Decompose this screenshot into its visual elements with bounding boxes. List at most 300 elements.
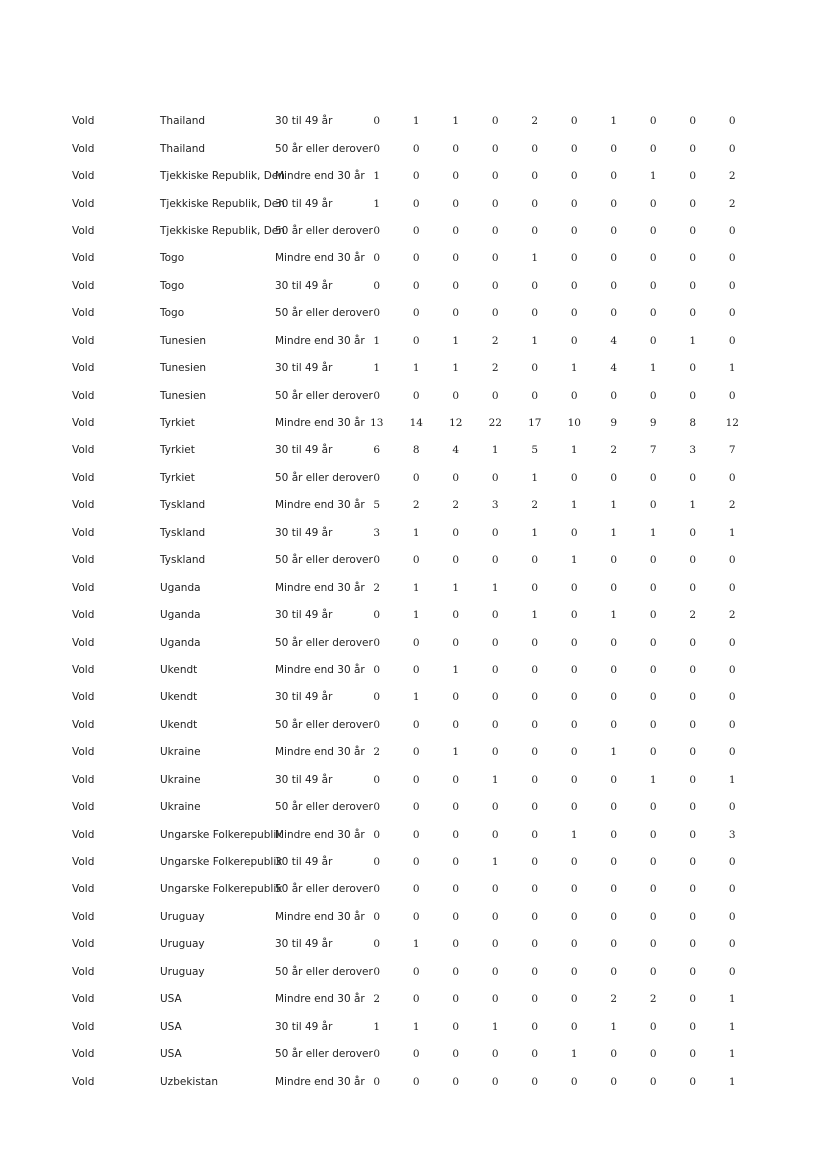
value-cell: 0: [531, 1020, 539, 1033]
value-cell: 0: [412, 252, 420, 265]
offense-type-cell: Vold: [72, 965, 95, 978]
value-cell: 0: [728, 746, 736, 759]
value-cell: 2: [728, 609, 736, 622]
value-cell: 0: [570, 224, 578, 237]
value-cell: 0: [689, 197, 697, 210]
value-cell: 8: [689, 417, 697, 430]
value-cell: 0: [452, 691, 460, 704]
value-cell: 0: [531, 279, 539, 292]
value-cell: 0: [570, 170, 578, 183]
value-cell: 1: [412, 581, 420, 594]
value-cell: 1: [412, 526, 420, 539]
value-cell: 1: [373, 170, 381, 183]
offense-type-cell: Vold: [72, 334, 95, 347]
value-cell: 1: [728, 773, 736, 786]
table-row: [72, 547, 752, 574]
age-group-cell: 30 til 49 år: [275, 938, 333, 951]
value-cell: 1: [610, 115, 618, 128]
value-cell: 0: [689, 362, 697, 375]
value-cell: 0: [570, 636, 578, 649]
offense-type-cell: Vold: [72, 170, 95, 183]
offense-type-cell: Vold: [72, 526, 95, 539]
value-cell: 0: [491, 883, 499, 896]
country-cell: Tyrkiet: [160, 444, 195, 457]
value-cell: 0: [373, 883, 381, 896]
value-cell: 1: [412, 115, 420, 128]
value-cell: 0: [373, 471, 381, 484]
value-cell: 1: [373, 1020, 381, 1033]
country-cell: Tunesien: [160, 362, 207, 375]
country-cell: Tyskland: [160, 554, 206, 567]
value-cell: 0: [412, 910, 420, 923]
value-cell: 0: [452, 801, 460, 814]
table-row: [72, 382, 752, 409]
value-cell: 0: [373, 1048, 381, 1061]
value-cell: 0: [728, 910, 736, 923]
value-cell: 0: [610, 1075, 618, 1088]
country-cell: USA: [160, 993, 182, 1006]
value-cell: 0: [728, 801, 736, 814]
country-cell: Tjekkiske Republik, Den: [160, 197, 285, 210]
value-cell: 0: [689, 1075, 697, 1088]
value-cell: 0: [728, 718, 736, 731]
value-cell: 1: [531, 334, 539, 347]
value-cell: 4: [610, 334, 618, 347]
value-cell: 0: [689, 883, 697, 896]
offense-type-cell: Vold: [72, 828, 95, 841]
value-cell: 0: [610, 1048, 618, 1061]
value-cell: 0: [412, 965, 420, 978]
value-cell: 0: [649, 965, 657, 978]
value-cell: 0: [610, 773, 618, 786]
value-cell: 0: [570, 965, 578, 978]
value-cell: 2: [531, 499, 539, 512]
value-cell: 0: [649, 307, 657, 320]
value-cell: 0: [649, 718, 657, 731]
offense-type-cell: Vold: [72, 554, 95, 567]
value-cell: 1: [649, 170, 657, 183]
value-cell: 1: [649, 526, 657, 539]
country-cell: Ukraine: [160, 801, 201, 814]
value-cell: 0: [610, 224, 618, 237]
value-cell: 0: [531, 746, 539, 759]
offense-type-cell: Vold: [72, 636, 95, 649]
age-group-cell: 50 år eller derover: [275, 389, 373, 402]
value-cell: 0: [570, 142, 578, 155]
value-cell: 0: [491, 1075, 499, 1088]
value-cell: 0: [728, 856, 736, 869]
offense-type-cell: Vold: [72, 581, 95, 594]
value-cell: 0: [570, 663, 578, 676]
value-cell: 0: [570, 197, 578, 210]
table-row: [72, 465, 752, 492]
value-cell: 0: [610, 938, 618, 951]
value-cell: 0: [531, 142, 539, 155]
value-cell: 0: [491, 526, 499, 539]
country-cell: Togo: [160, 279, 185, 292]
value-cell: 0: [649, 636, 657, 649]
value-cell: 1: [570, 362, 578, 375]
value-cell: 12: [725, 417, 739, 430]
value-cell: 2: [689, 609, 697, 622]
age-group-cell: 50 år eller derover: [275, 554, 373, 567]
table-row: [72, 602, 752, 629]
value-cell: 0: [491, 965, 499, 978]
age-group-cell: 30 til 49 år: [275, 197, 333, 210]
value-cell: 1: [491, 856, 499, 869]
value-cell: 1: [649, 773, 657, 786]
value-cell: 0: [689, 773, 697, 786]
offense-type-cell: Vold: [72, 307, 95, 320]
value-cell: 0: [373, 307, 381, 320]
value-cell: 1: [610, 1020, 618, 1033]
offense-type-cell: Vold: [72, 1075, 95, 1088]
value-cell: 0: [452, 471, 460, 484]
country-cell: Ungarske Folkerepublik: [160, 883, 283, 896]
value-cell: 0: [452, 636, 460, 649]
age-group-cell: 50 år eller derover: [275, 718, 373, 731]
value-cell: 5: [531, 444, 539, 457]
offense-type-cell: Vold: [72, 115, 95, 128]
value-cell: 1: [531, 609, 539, 622]
value-cell: 0: [649, 471, 657, 484]
offense-type-cell: Vold: [72, 444, 95, 457]
value-cell: 0: [412, 718, 420, 731]
value-cell: 2: [610, 444, 618, 457]
value-cell: 0: [649, 1075, 657, 1088]
value-cell: 0: [689, 965, 697, 978]
value-cell: 0: [373, 663, 381, 676]
age-group-cell: 50 år eller derover: [275, 636, 373, 649]
value-cell: 0: [689, 554, 697, 567]
value-cell: 3: [689, 444, 697, 457]
value-cell: 0: [531, 554, 539, 567]
table-row: [72, 355, 752, 382]
value-cell: 1: [610, 609, 618, 622]
table-row: [72, 273, 752, 300]
value-cell: 2: [728, 499, 736, 512]
age-group-cell: 30 til 49 år: [275, 856, 333, 869]
value-cell: 0: [689, 746, 697, 759]
offense-type-cell: Vold: [72, 417, 95, 430]
value-cell: 0: [373, 773, 381, 786]
value-cell: 0: [491, 554, 499, 567]
country-cell: Togo: [160, 252, 185, 265]
value-cell: 2: [373, 993, 381, 1006]
value-cell: 0: [728, 636, 736, 649]
value-cell: 0: [412, 142, 420, 155]
value-cell: 0: [570, 883, 578, 896]
value-cell: 0: [689, 910, 697, 923]
value-cell: 0: [610, 718, 618, 731]
value-cell: 0: [373, 389, 381, 402]
value-cell: 0: [689, 691, 697, 704]
offense-type-cell: Vold: [72, 938, 95, 951]
offense-type-cell: Vold: [72, 197, 95, 210]
value-cell: 3: [373, 526, 381, 539]
value-cell: 0: [649, 115, 657, 128]
age-group-cell: 30 til 49 år: [275, 279, 333, 292]
value-cell: 1: [728, 1075, 736, 1088]
country-cell: Uruguay: [160, 910, 205, 923]
value-cell: 0: [570, 279, 578, 292]
country-cell: Tyskland: [160, 526, 206, 539]
value-cell: 4: [610, 362, 618, 375]
value-cell: 0: [412, 554, 420, 567]
value-cell: 22: [488, 417, 502, 430]
value-cell: 3: [728, 828, 736, 841]
value-cell: 0: [649, 389, 657, 402]
value-cell: 0: [570, 1075, 578, 1088]
value-cell: 0: [412, 1075, 420, 1088]
value-cell: 0: [570, 691, 578, 704]
value-cell: 0: [412, 773, 420, 786]
value-cell: 9: [610, 417, 618, 430]
value-cell: 0: [373, 1075, 381, 1088]
value-cell: 0: [689, 170, 697, 183]
value-cell: 0: [689, 938, 697, 951]
value-cell: 0: [610, 883, 618, 896]
value-cell: 1: [412, 362, 420, 375]
value-cell: 0: [689, 279, 697, 292]
age-group-cell: 50 år eller derover: [275, 965, 373, 978]
age-group-cell: 50 år eller derover: [275, 883, 373, 896]
age-group-cell: 30 til 49 år: [275, 526, 333, 539]
value-cell: 0: [373, 910, 381, 923]
value-cell: 1: [570, 499, 578, 512]
value-cell: 0: [610, 389, 618, 402]
value-cell: 1: [610, 526, 618, 539]
offense-type-cell: Vold: [72, 691, 95, 704]
country-cell: Tyrkiet: [160, 417, 195, 430]
age-group-cell: Mindre end 30 år: [275, 499, 365, 512]
value-cell: 0: [373, 718, 381, 731]
value-cell: 0: [689, 718, 697, 731]
value-cell: 0: [412, 471, 420, 484]
value-cell: 1: [689, 334, 697, 347]
value-cell: 1: [373, 362, 381, 375]
country-cell: Uruguay: [160, 938, 205, 951]
value-cell: 0: [610, 471, 618, 484]
value-cell: 0: [728, 334, 736, 347]
value-cell: 0: [491, 691, 499, 704]
table-row: [72, 328, 752, 355]
value-cell: 0: [452, 389, 460, 402]
table-row: [72, 876, 752, 903]
value-cell: 0: [373, 609, 381, 622]
value-cell: 0: [689, 581, 697, 594]
value-cell: 0: [412, 170, 420, 183]
value-cell: 0: [412, 828, 420, 841]
value-cell: 0: [373, 554, 381, 567]
value-cell: 7: [728, 444, 736, 457]
table-row: [72, 1068, 752, 1095]
value-cell: 1: [728, 362, 736, 375]
table-row: [72, 657, 752, 684]
value-cell: 0: [531, 197, 539, 210]
value-cell: 0: [689, 526, 697, 539]
value-cell: 0: [610, 554, 618, 567]
value-cell: 1: [570, 828, 578, 841]
country-cell: Togo: [160, 307, 185, 320]
table-row: [72, 767, 752, 794]
value-cell: 0: [689, 142, 697, 155]
country-cell: Ungarske Folkerepublik: [160, 828, 283, 841]
value-cell: 0: [452, 718, 460, 731]
value-cell: 0: [491, 279, 499, 292]
value-cell: 0: [412, 993, 420, 1006]
value-cell: 0: [610, 636, 618, 649]
value-cell: 2: [610, 993, 618, 1006]
value-cell: 1: [728, 526, 736, 539]
value-cell: 0: [452, 554, 460, 567]
value-cell: 0: [452, 1020, 460, 1033]
value-cell: 0: [570, 609, 578, 622]
value-cell: 0: [531, 636, 539, 649]
value-cell: 0: [531, 389, 539, 402]
value-cell: 1: [689, 499, 697, 512]
table-row: [72, 135, 752, 162]
value-cell: 0: [689, 389, 697, 402]
value-cell: 0: [649, 252, 657, 265]
value-cell: 0: [649, 691, 657, 704]
table-row: [72, 218, 752, 245]
value-cell: 0: [531, 1075, 539, 1088]
age-group-cell: 30 til 49 år: [275, 115, 333, 128]
value-cell: 0: [491, 746, 499, 759]
value-cell: 0: [531, 801, 539, 814]
country-cell: Uruguay: [160, 965, 205, 978]
country-cell: Uganda: [160, 581, 201, 594]
value-cell: 0: [531, 938, 539, 951]
offense-type-cell: Vold: [72, 773, 95, 786]
value-cell: 0: [570, 1020, 578, 1033]
age-group-cell: Mindre end 30 år: [275, 334, 365, 347]
value-cell: 0: [649, 499, 657, 512]
value-cell: 0: [610, 801, 618, 814]
value-cell: 0: [412, 663, 420, 676]
value-cell: 0: [689, 1020, 697, 1033]
value-cell: 0: [689, 252, 697, 265]
value-cell: 1: [570, 444, 578, 457]
value-cell: 0: [373, 938, 381, 951]
value-cell: 0: [610, 691, 618, 704]
value-cell: 0: [570, 526, 578, 539]
value-cell: 0: [689, 636, 697, 649]
table-row: [72, 849, 752, 876]
value-cell: 1: [570, 554, 578, 567]
value-cell: 0: [491, 828, 499, 841]
country-cell: Tjekkiske Republik, Den: [160, 170, 285, 183]
value-cell: 2: [728, 170, 736, 183]
value-cell: 0: [452, 883, 460, 896]
value-cell: 0: [373, 224, 381, 237]
value-cell: 0: [689, 801, 697, 814]
value-cell: 1: [491, 1020, 499, 1033]
country-cell: Tjekkiske Republik, Den: [160, 224, 285, 237]
offense-type-cell: Vold: [72, 499, 95, 512]
value-cell: 0: [412, 197, 420, 210]
offense-type-cell: Vold: [72, 718, 95, 731]
table-row: [72, 190, 752, 217]
value-cell: 0: [373, 828, 381, 841]
value-cell: 0: [610, 142, 618, 155]
age-group-cell: 50 år eller derover: [275, 1048, 373, 1061]
value-cell: 0: [491, 636, 499, 649]
value-cell: 0: [610, 197, 618, 210]
value-cell: 0: [649, 828, 657, 841]
value-cell: 0: [649, 910, 657, 923]
value-cell: 0: [491, 1048, 499, 1061]
table-row: [72, 437, 752, 464]
value-cell: 0: [531, 828, 539, 841]
offense-type-cell: Vold: [72, 471, 95, 484]
offense-type-cell: Vold: [72, 856, 95, 869]
age-group-cell: 50 år eller derover: [275, 801, 373, 814]
value-cell: 0: [531, 718, 539, 731]
country-cell: Tyrkiet: [160, 471, 195, 484]
value-cell: 0: [649, 581, 657, 594]
value-cell: 0: [649, 746, 657, 759]
country-cell: Thailand: [160, 142, 206, 155]
value-cell: 0: [373, 115, 381, 128]
value-cell: 0: [491, 197, 499, 210]
value-cell: 0: [689, 307, 697, 320]
offense-type-cell: Vold: [72, 1048, 95, 1061]
value-cell: 2: [373, 581, 381, 594]
value-cell: 0: [610, 307, 618, 320]
country-cell: Ukraine: [160, 746, 201, 759]
age-group-cell: Mindre end 30 år: [275, 910, 365, 923]
value-cell: 0: [452, 965, 460, 978]
value-cell: 0: [491, 252, 499, 265]
value-cell: 0: [728, 471, 736, 484]
value-cell: 0: [728, 691, 736, 704]
value-cell: 1: [452, 746, 460, 759]
value-cell: 2: [412, 499, 420, 512]
age-group-cell: 30 til 49 år: [275, 609, 333, 622]
value-cell: 0: [452, 526, 460, 539]
value-cell: 0: [412, 389, 420, 402]
age-group-cell: Mindre end 30 år: [275, 746, 365, 759]
table-row: [72, 629, 752, 656]
value-cell: 0: [570, 856, 578, 869]
value-cell: 1: [491, 773, 499, 786]
age-group-cell: Mindre end 30 år: [275, 993, 365, 1006]
value-cell: 0: [373, 636, 381, 649]
value-cell: 0: [452, 197, 460, 210]
table-row: [72, 959, 752, 986]
country-cell: Thailand: [160, 115, 206, 128]
value-cell: 0: [491, 389, 499, 402]
value-cell: 1: [610, 746, 618, 759]
value-cell: 0: [689, 115, 697, 128]
country-cell: Ukendt: [160, 718, 198, 731]
value-cell: 0: [570, 746, 578, 759]
value-cell: 0: [610, 170, 618, 183]
value-cell: 0: [610, 910, 618, 923]
value-cell: 0: [373, 142, 381, 155]
value-cell: 1: [452, 663, 460, 676]
country-cell: Tunesien: [160, 389, 207, 402]
age-group-cell: Mindre end 30 år: [275, 1075, 365, 1088]
value-cell: 0: [452, 170, 460, 183]
table-row: [72, 794, 752, 821]
value-cell: 0: [452, 828, 460, 841]
value-cell: 0: [531, 691, 539, 704]
offense-type-cell: Vold: [72, 883, 95, 896]
value-cell: 0: [570, 334, 578, 347]
